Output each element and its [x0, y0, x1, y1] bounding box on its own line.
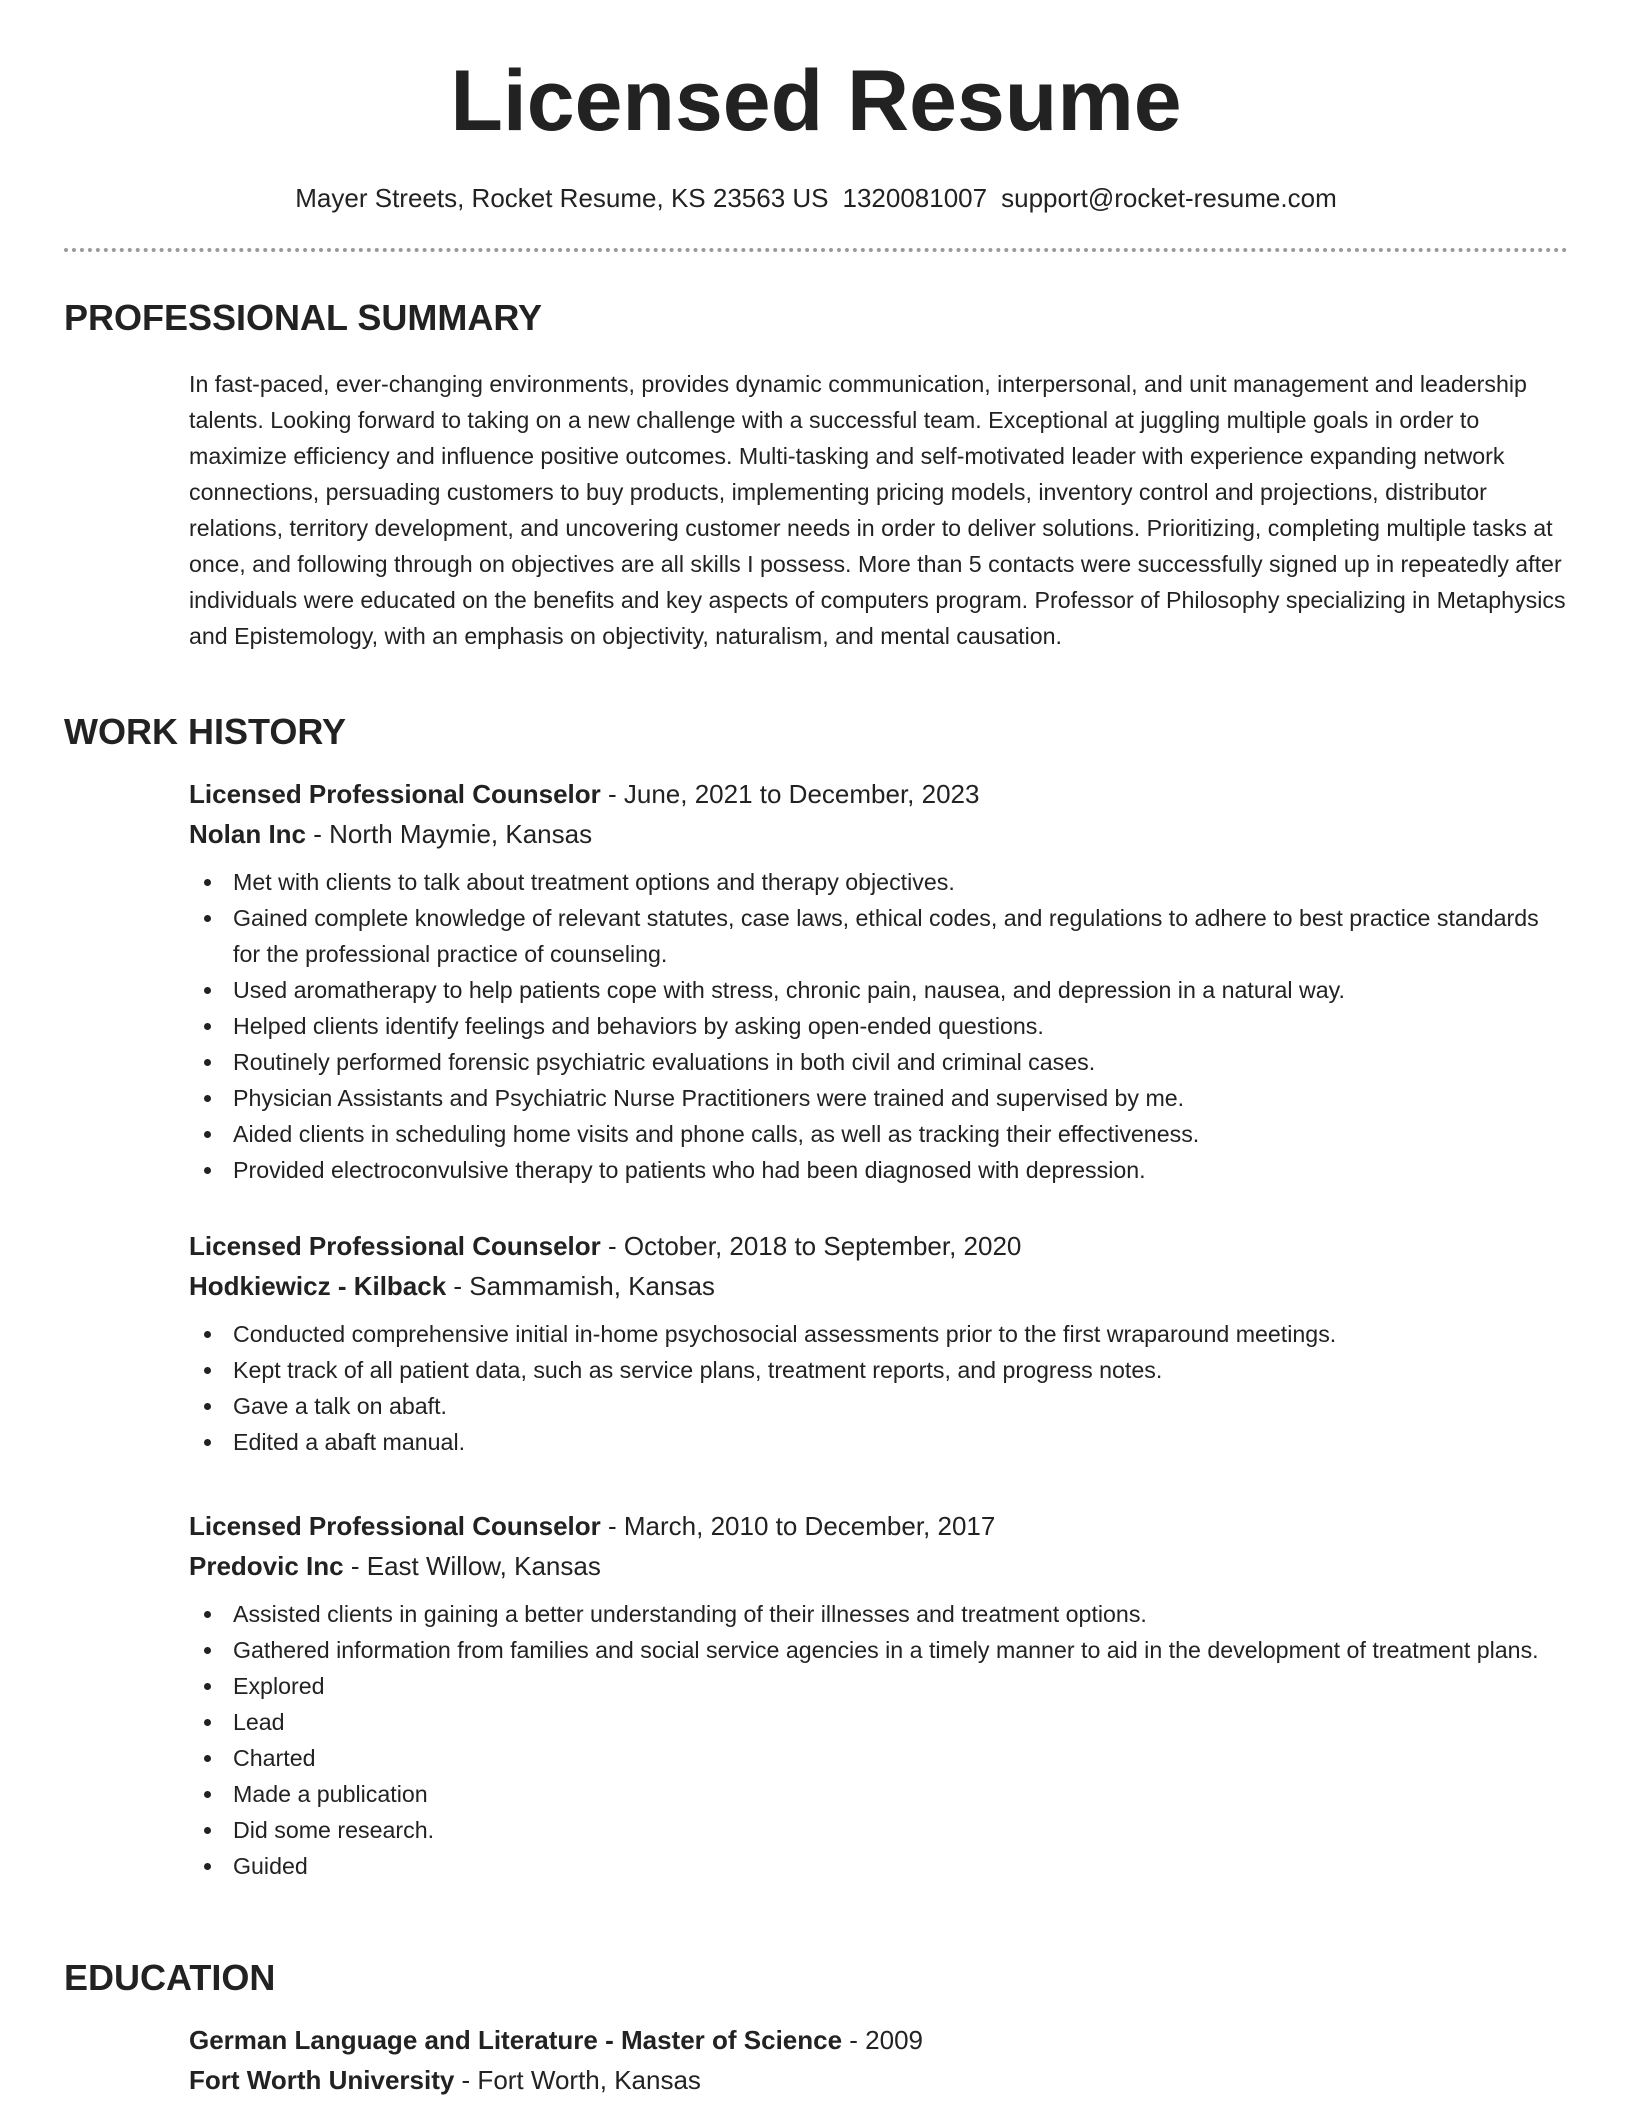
job-title-line: [189, 774, 1569, 814]
job-bullet: Did some research.: [189, 1812, 1569, 1848]
job-bullet: Helped clients identify feelings and behaviors by asking open-ended questions.: [189, 1008, 1569, 1044]
job-bullet: Met with clients to talk about treatment options and therapy objectives.: [189, 864, 1569, 900]
job-bullet: Gave a talk on abaft.: [189, 1388, 1569, 1424]
job-bullet: Gained complete knowledge of relevant statutes, case laws, ethical codes, and regulations to adhere to best practice standards for the professional practice of counseling.: [189, 900, 1569, 972]
job-role: Licensed Professional Counselor: [189, 1511, 601, 1541]
job-bullet: Charted: [189, 1740, 1569, 1776]
job-company: Hodkiewicz - Kilback: [189, 1271, 447, 1301]
job-location: - North Maymie, Kansas: [306, 819, 593, 849]
job-bullets: [189, 864, 1569, 1188]
job-bullet: Provided electroconvulsive therapy to patients who had been diagnosed with depression.: [189, 1152, 1569, 1188]
job-bullets: [189, 1596, 1569, 1884]
job-company-line: [189, 1546, 1569, 1586]
header-divider: [64, 248, 1568, 252]
resume-name: Licensed Resume: [450, 53, 1182, 149]
job-bullet: Physician Assistants and Psychiatric Nurse Practitioners were trained and supervised by me.: [189, 1080, 1569, 1116]
job-company-line: [189, 1266, 1569, 1306]
school-location: - Fort Worth, Kansas: [454, 2065, 701, 2095]
job-title-line: [189, 1226, 1569, 1266]
job-bullet: Used aromatherapy to help patients cope with stress, chronic pain, nausea, and depression in a natural way.: [189, 972, 1569, 1008]
job-bullet: Aided clients in scheduling home visits and phone calls, as well as tracking their effectiveness.: [189, 1116, 1569, 1152]
job-bullet: Guided: [189, 1848, 1569, 1884]
degree-year: - 2009: [842, 2025, 924, 2055]
job-role: Licensed Professional Counselor: [189, 1231, 601, 1261]
contact-address: Mayer Streets, Rocket Resume, KS 23563 US: [295, 183, 829, 213]
job-location: - East Willow, Kansas: [343, 1551, 601, 1581]
job-bullets: [189, 1316, 1569, 1460]
job-bullet: Conducted comprehensive initial in-home psychosocial assessments prior to the first wraparound meetings.: [189, 1316, 1569, 1352]
summary-heading: PROFESSIONAL SUMMARY: [64, 297, 543, 338]
contact-email: support@rocket-resume.com: [1001, 183, 1337, 213]
job-dates: - October, 2018 to September, 2020: [600, 1231, 1022, 1261]
job-bullet: Gathered information from families and social service agencies in a timely manner to aid in the development of treatment plans.: [189, 1632, 1569, 1668]
job-company: Predovic Inc: [189, 1551, 344, 1581]
job-bullet: Kept track of all patient data, such as service plans, treatment reports, and progress notes.: [189, 1352, 1569, 1388]
job-bullet: Lead: [189, 1704, 1569, 1740]
job-bullet: Explored: [189, 1668, 1569, 1704]
job-bullet: Edited a abaft manual.: [189, 1424, 1569, 1460]
job-bullet: Made a publication: [189, 1776, 1569, 1812]
job-title-line: [189, 1506, 1569, 1546]
work-history-heading: WORK HISTORY: [64, 711, 347, 752]
job-location: - Sammamish, Kansas: [446, 1271, 715, 1301]
job-company: Nolan Inc: [189, 819, 307, 849]
school-name: Fort Worth University: [189, 2065, 455, 2095]
job-dates: - March, 2010 to December, 2017: [600, 1511, 996, 1541]
summary-text: In fast-paced, ever-changing environments, provides dynamic communication, interpersonal, and unit management and leadership talents. Looking forward to taking on a new challenge with a successful team. Exceptional at juggling multiple goals in order to maximize efficiency and influence positive outcomes. Multi-tasking and self-motivated leader with experience expanding network connections, persuading customers to buy products, implementing pricing models, inventory control and projections, distributor relations, territory development, and uncovering customer needs in order to deliver solutions. Prioritizing, completing multiple tasks at once, and following through on objectives are all skills I possess. More than 5 contacts were successfully signed up in repeatedly after individuals were educated on the benefits and key aspects of computers program. Professor of Philosophy specializing in Metaphysics and Epistemology, with an emphasis on objectivity, naturalism, and mental causation.: [189, 371, 1566, 649]
job-bullet: Routinely performed forensic psychiatric evaluations in both civil and criminal cases.: [189, 1044, 1569, 1080]
job-role: Licensed Professional Counselor: [189, 779, 601, 809]
job-bullet: Assisted clients in gaining a better understanding of their illnesses and treatment options.: [189, 1596, 1569, 1632]
education-entry: [189, 2020, 1569, 2100]
degree-name: German Language and Literature - Master of Science: [189, 2025, 843, 2055]
job-dates: - June, 2021 to December, 2023: [600, 779, 980, 809]
education-heading: EDUCATION: [64, 1957, 276, 1998]
job-entry: [189, 1506, 1569, 1884]
job-entry: [189, 774, 1569, 1188]
contact-line: [0, 183, 1632, 213]
job-company-line: [189, 814, 1569, 854]
contact-phone: 1320081007: [842, 183, 988, 213]
job-entry: [189, 1226, 1569, 1460]
school-line: [189, 2060, 1569, 2100]
degree-line: [189, 2020, 1569, 2060]
